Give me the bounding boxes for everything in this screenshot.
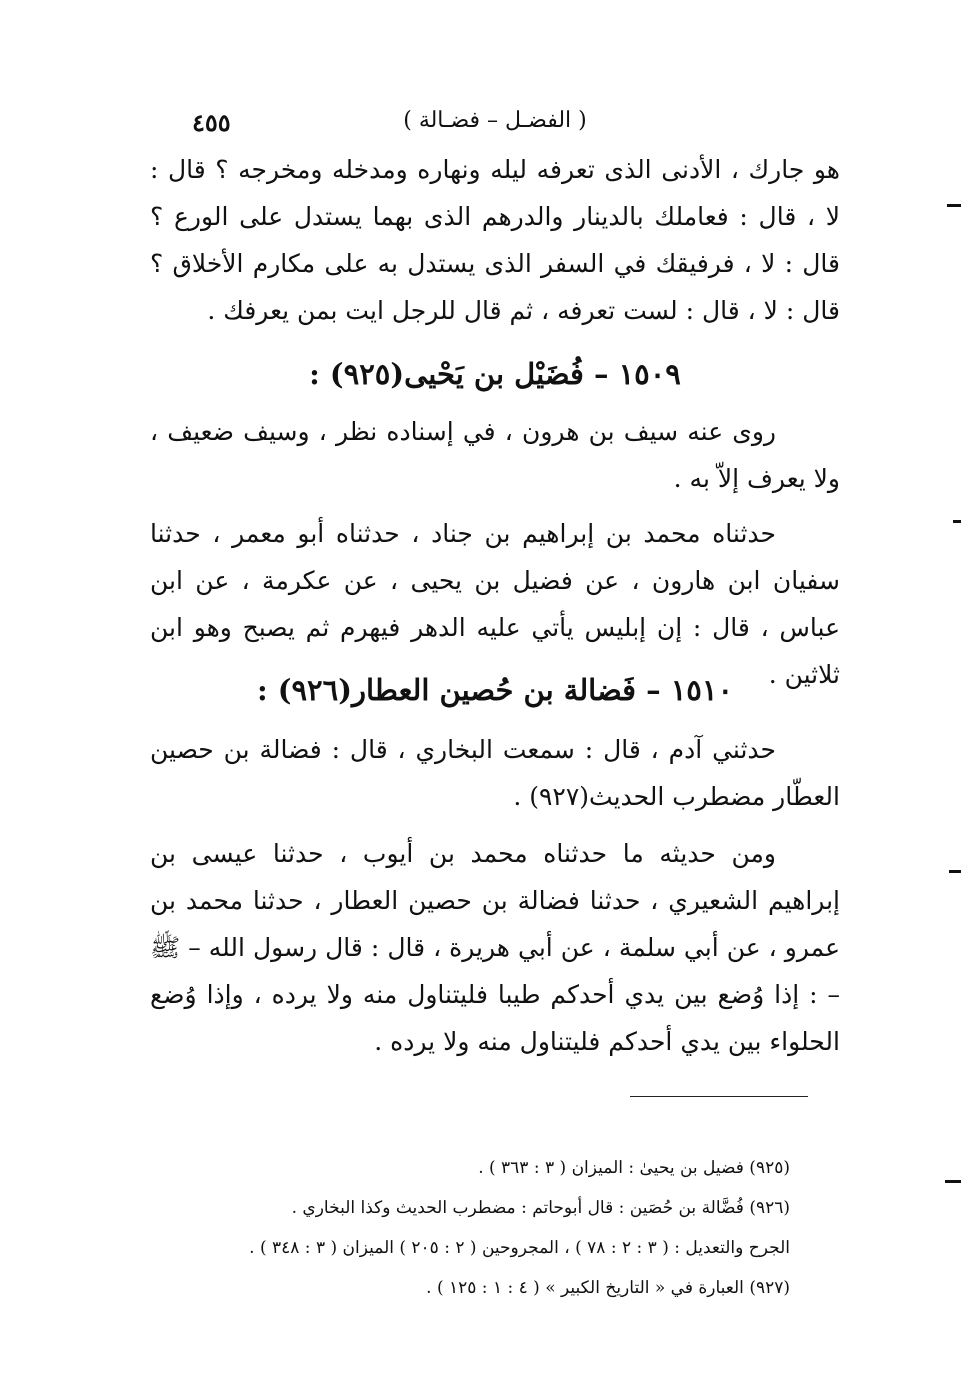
paragraph-text: هو جارك ، الأدنى الذى تعرفه ليله ونهاره ومدخله ومخرجه ؟ قال : لا ، قال : فعاملك بالدينار والدرهم الذى بهما يستدل على الورع ؟ قال : لا ، فرفيقك في السفر الذى يستدل به على مكارم الأخلاق ؟ قال : لا ، قال : لست تعرفه ، ثم قال للرجل ايت بمن يعرفك . [150,155,840,325]
paragraph-1509-intro [150,408,840,502]
scan-edge-mark [949,870,961,873]
entry-heading-1510: ١٥١٠ – فَضالة بن حُصين العطار(٩٢٦) : [256,673,734,707]
scan-edge-mark [953,520,961,523]
running-title: ( الفضـل – فضـالة ) [403,108,587,133]
scan-edge-mark [947,204,961,207]
paragraph-1510-hadith [150,830,840,1065]
footnote-separator [630,1096,808,1097]
footnotes [150,1148,790,1308]
paragraph-continuation [150,146,840,334]
paragraph-text: ومن حديثه ما حدثناه محمد بن أيوب ، حدثنا عيسى بن إبراهيم الشعيري ، حدثنا فضالة بن حصين العطار ، حدثنا محمد بن عمرو ، عن أبي سلمة ، عن أبي هريرة ، قال : قال رسول الله – ﷺ – : إذا وُضع بين يدي أحدكم طيبا فليتناول منه ولا يرده ، وإذا وُضع الحلواء بين يدي أحدكم فليتناول منه ولا يرده . [150,839,840,1056]
paragraph-text: روى عنه سيف بن هرون ، في إسناده نظر ، وسيف ضعيف ، ولا يعرف إلاّ به . [150,417,840,493]
footnote-925: (٩٢٥) فضيل بن يحيىٰ : الميزان ( ٣ : ٣٦٣ ) . [478,1158,790,1178]
footnote-926: (٩٢٦) فُضَّالة بن حُصَين : قال أبوحاتم : مضطرب الحديث وكذا البخاري . [291,1198,790,1218]
page-header [150,108,840,144]
footnote-927: (٩٢٧) العبارة في « التاريخ الكبير » ( ٤ : ١ : ١٢٥ ) . [426,1278,790,1298]
entry-heading-1509: ١٥٠٩ – فُضَيْل بن يَحْيى(٩٢٥) : [309,357,681,391]
footnote-926-continued: الجرح والتعديل : ( ٣ : ٢ : ٧٨ ) ، المجروحين ( ٢ : ٢٠٥ ) الميزان ( ٣ : ٣٤٨ ) . [249,1238,790,1258]
page-number: ٤٥٥ [192,108,231,137]
paragraph-text: حدثني آدم ، قال : سمعت البخاري ، قال : فضالة بن حصين العطّار مضطرب الحديث(٩٢٧) . [150,735,840,811]
scan-edge-mark [945,1180,961,1183]
paragraph-1510-intro [150,726,840,820]
paragraph-text: حدثناه محمد بن إبراهيم بن جناد ، حدثناه أبو معمر ، حدثنا سفيان ابن هارون ، عن فضيل بن يحيى ، عن عكرمة ، عن ابن عباس ، قال : إن إبليس يأتي عليه الدهر فيهرم ثم يصبح وهو ابن ثلاثين . [150,519,840,689]
